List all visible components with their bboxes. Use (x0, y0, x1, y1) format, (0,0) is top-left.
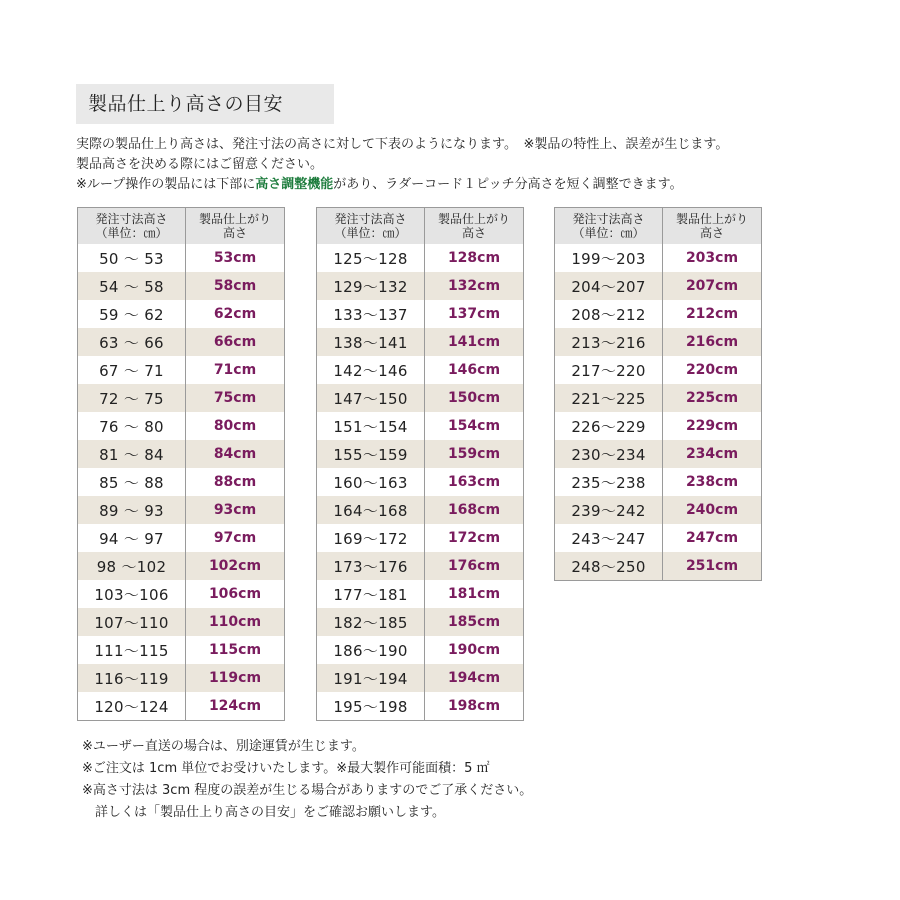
table-row (78, 608, 285, 636)
note-1: ※ユーザー直送の場合は、別途運賃が生じます。 (82, 739, 365, 754)
table-row (78, 272, 285, 300)
table-row (317, 244, 524, 272)
table-row (317, 272, 524, 300)
finished-height: 176cm (425, 552, 524, 580)
finished-height: 234cm (663, 440, 762, 468)
finished-height: 207cm (663, 272, 762, 300)
table-row (78, 468, 285, 496)
table-row (317, 300, 524, 328)
finished-height: 163cm (447, 474, 501, 490)
table-row (78, 384, 285, 412)
finished-height: 66cm (186, 328, 285, 356)
finished-height: 141cm (425, 328, 524, 356)
finished-height: 154cm (447, 418, 501, 434)
table-row (78, 636, 285, 664)
finished-height: 106cm (208, 586, 262, 602)
table-row (555, 356, 762, 384)
order-height-range: 191～194 (317, 664, 425, 692)
finished-height: 58cm (186, 272, 285, 300)
table-row (78, 580, 285, 608)
finished-height: 71cm (213, 362, 257, 378)
table-row (555, 384, 762, 412)
order-height-range: 59 ～ 62 (78, 300, 186, 328)
finished-height: 146cm (447, 362, 501, 378)
order-height-range: 221～225 (555, 384, 663, 412)
finished-height-header: 製品仕上がり 高さ (186, 208, 285, 245)
size-table-1 (77, 207, 285, 721)
order-height-range: 177～181 (317, 580, 425, 608)
order-height-range: 226～229 (555, 412, 663, 440)
table-row (78, 552, 285, 580)
order-height-range: 195～198 (317, 692, 425, 721)
finished-height: 80cm (213, 418, 257, 434)
order-height-range: 243～247 (555, 524, 663, 552)
note-4: 詳しくは「製品仕上り高さの目安」をご確認お願いします。 (82, 805, 445, 820)
finished-height: 203cm (685, 250, 739, 266)
finished-height: 119cm (186, 664, 285, 692)
table-row (317, 356, 524, 384)
order-height-range: 186～190 (317, 636, 425, 664)
order-height-range: 133～137 (317, 300, 425, 328)
finished-height: 251cm (663, 552, 762, 581)
table-row (317, 524, 524, 552)
finished-height: 124cm (208, 698, 262, 714)
table-row (317, 636, 524, 664)
order-height-range: 111～115 (78, 636, 186, 664)
intro-text (76, 135, 876, 195)
order-height-range: 204～207 (555, 272, 663, 300)
finished-height: 159cm (425, 440, 524, 468)
finished-height: 62cm (213, 306, 257, 322)
order-height-range: 89 ～ 93 (78, 496, 186, 524)
finished-height: 137cm (447, 306, 501, 322)
table-row (317, 692, 524, 721)
order-height-range: 169～172 (317, 524, 425, 552)
table-row (78, 300, 285, 328)
finished-height: 220cm (685, 362, 739, 378)
intro-line-3-after: があり、ラダーコード１ピッチ分高さを短く調整できます。 (333, 177, 683, 192)
intro-line-3 (76, 175, 876, 195)
finished-height: 194cm (425, 664, 524, 692)
table-row (555, 524, 762, 552)
finished-height: 247cm (685, 530, 739, 546)
order-height-range: 230～234 (555, 440, 663, 468)
finished-height: 115cm (208, 642, 262, 658)
intro-line-3-before: ※ループ操作の製品には下部に (76, 177, 256, 192)
finished-height: 212cm (685, 306, 739, 322)
note-3: ※高さ寸法は 3cm 程度の誤差が生じる場合がありますのでご了承ください。 (82, 783, 533, 798)
table-row (78, 524, 285, 552)
table-row (78, 356, 285, 384)
table-row (555, 412, 762, 440)
page-title: 製品仕上り高さの目安 (76, 84, 334, 124)
order-height-range: 85 ～ 88 (78, 468, 186, 496)
table-row (78, 692, 285, 721)
table-row (78, 664, 285, 692)
order-height-range: 129～132 (317, 272, 425, 300)
finished-height: 172cm (447, 530, 501, 546)
finished-height-header: 製品仕上がり 高さ (425, 208, 524, 245)
order-height-range: 50 ～ 53 (78, 244, 186, 272)
finished-height: 97cm (213, 530, 257, 546)
order-height-range: 248～250 (555, 552, 663, 581)
order-height-range: 235～238 (555, 468, 663, 496)
table-row (317, 412, 524, 440)
finished-height: 185cm (425, 608, 524, 636)
order-height-range: 208～212 (555, 300, 663, 328)
table-row (317, 440, 524, 468)
table-row (555, 468, 762, 496)
finished-height: 102cm (186, 552, 285, 580)
intro-line-2: 製品高さを決める際にはご留意ください。 (76, 157, 324, 172)
order-height-range: 125～128 (317, 244, 425, 272)
finished-height: 88cm (213, 474, 257, 490)
table-row (317, 328, 524, 356)
finished-height: 225cm (663, 384, 762, 412)
table-row (555, 272, 762, 300)
note-2: ※ご注文は 1cm 単位でお受けいたします。※最大製作可能面積：5 ㎡ (82, 761, 490, 776)
table-row (317, 552, 524, 580)
order-height-range: 98 ～102 (78, 552, 186, 580)
order-height-range: 160～163 (317, 468, 425, 496)
intro-line-1: 実際の製品仕上り高さは、発注寸法の高さに対して下表のようになります。 ※製品の特性上、誤差が生じます。 (76, 137, 729, 152)
finished-height: 198cm (447, 698, 501, 714)
finished-height: 110cm (186, 608, 285, 636)
order-height-range: 72 ～ 75 (78, 384, 186, 412)
order-height-range: 151～154 (317, 412, 425, 440)
finished-height-header: 製品仕上がり 高さ (663, 208, 762, 245)
notes (82, 736, 532, 824)
size-table-3 (554, 207, 762, 581)
size-table-2 (316, 207, 524, 721)
table-row (555, 328, 762, 356)
order-height-range: 120～124 (78, 692, 186, 721)
finished-height: 229cm (685, 418, 739, 434)
finished-height: 240cm (663, 496, 762, 524)
finished-height: 238cm (685, 474, 739, 490)
order-height-range: 138～141 (317, 328, 425, 356)
order-height-range: 94 ～ 97 (78, 524, 186, 552)
finished-height: 168cm (425, 496, 524, 524)
table-row (555, 552, 762, 581)
table-row (78, 496, 285, 524)
order-height-range: 217～220 (555, 356, 663, 384)
table-row (78, 412, 285, 440)
table-row (317, 608, 524, 636)
table-row (317, 496, 524, 524)
order-height-range: 116～119 (78, 664, 186, 692)
order-height-range: 81 ～ 84 (78, 440, 186, 468)
table-row (317, 468, 524, 496)
order-height-range: 155～159 (317, 440, 425, 468)
order-height-range: 213～216 (555, 328, 663, 356)
finished-height: 84cm (186, 440, 285, 468)
table-row (78, 440, 285, 468)
order-height-range: 199～203 (555, 244, 663, 272)
table-row (317, 664, 524, 692)
order-height-header: 発注寸法高さ （単位：㎝） (317, 208, 425, 245)
table-row (555, 440, 762, 468)
order-height-header: 発注寸法高さ （単位：㎝） (78, 208, 186, 245)
finished-height: 181cm (447, 586, 501, 602)
finished-height: 216cm (663, 328, 762, 356)
table-row (78, 244, 285, 272)
table-row (555, 300, 762, 328)
order-height-range: 63 ～ 66 (78, 328, 186, 356)
order-height-header: 発注寸法高さ （単位：㎝） (555, 208, 663, 245)
table-row (317, 580, 524, 608)
table-row (78, 328, 285, 356)
finished-height: 53cm (213, 250, 257, 266)
order-height-range: 239～242 (555, 496, 663, 524)
table-row (555, 496, 762, 524)
finished-height: 150cm (425, 384, 524, 412)
order-height-range: 54 ～ 58 (78, 272, 186, 300)
order-height-range: 147～150 (317, 384, 425, 412)
table-row (317, 384, 524, 412)
finished-height: 75cm (186, 384, 285, 412)
finished-height: 128cm (447, 250, 501, 266)
order-height-range: 67 ～ 71 (78, 356, 186, 384)
order-height-range: 182～185 (317, 608, 425, 636)
order-height-range: 107～110 (78, 608, 186, 636)
order-height-range: 103～106 (78, 580, 186, 608)
height-adjust-highlight: 高さ調整機能 (255, 177, 334, 192)
order-height-range: 76 ～ 80 (78, 412, 186, 440)
finished-height: 93cm (186, 496, 285, 524)
table-row (555, 244, 762, 272)
order-height-range: 173～176 (317, 552, 425, 580)
order-height-range: 142～146 (317, 356, 425, 384)
finished-height: 190cm (447, 642, 501, 658)
order-height-range: 164～168 (317, 496, 425, 524)
finished-height: 132cm (425, 272, 524, 300)
